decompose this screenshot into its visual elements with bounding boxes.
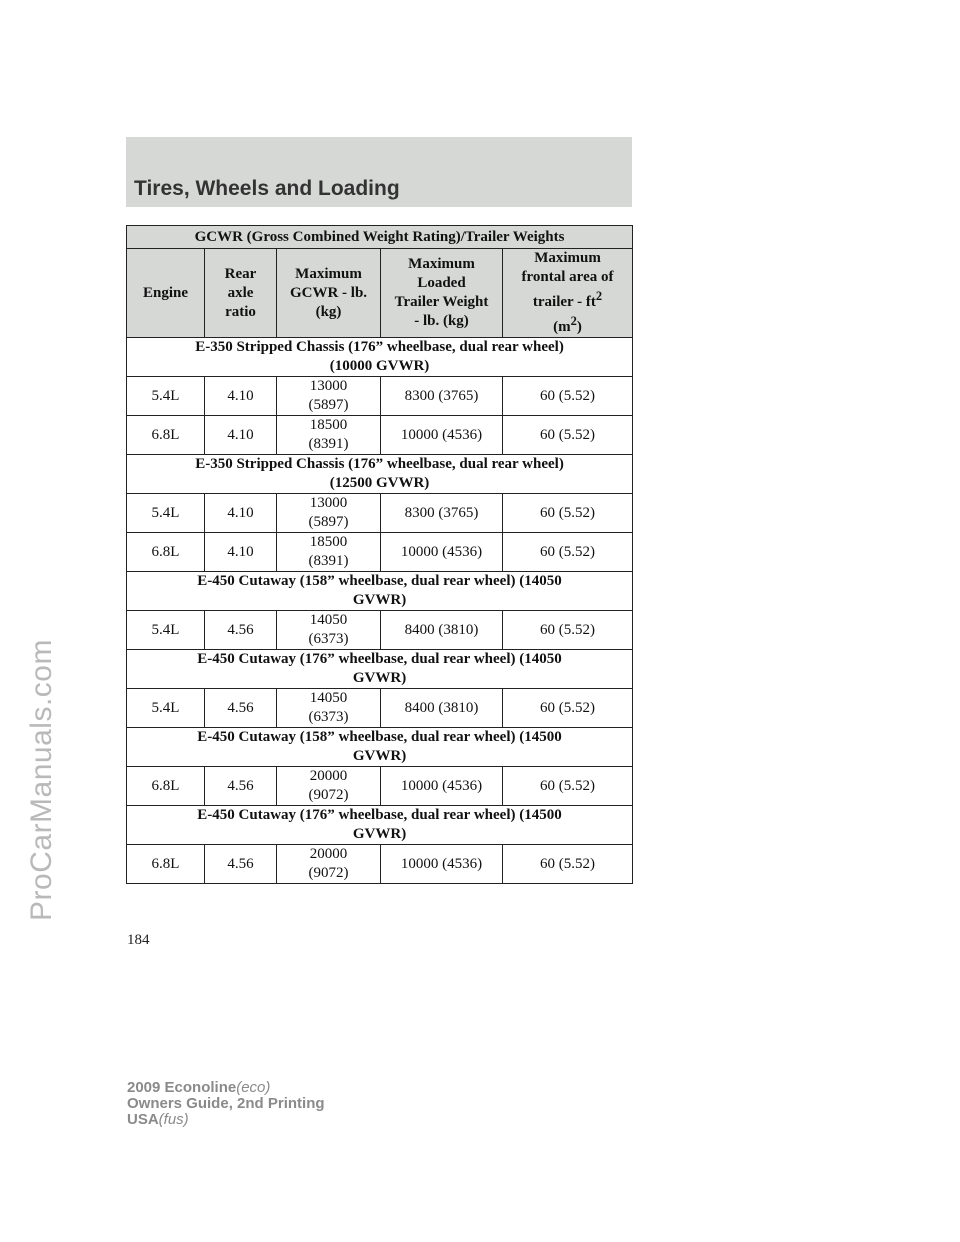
cell-gcwr-kg: (5897) <box>308 397 349 413</box>
section-header-row <box>127 650 633 689</box>
section-title-line: GVWR) <box>352 748 407 764</box>
section-title-line: GVWR) <box>352 670 407 686</box>
cell-gcwr-lb: 20000 <box>309 846 348 862</box>
cell-frontal-area: 60 (5.52) <box>503 611 633 650</box>
footer-model-code: (eco) <box>236 1079 271 1096</box>
footer-line-2 <box>127 1096 325 1112</box>
cell-engine: 5.4L <box>127 611 205 650</box>
column-header-gcwr-line: (kg) <box>315 303 342 320</box>
cell-frontal-area: 60 (5.52) <box>503 377 633 416</box>
column-header-trailer-line: - lb. (kg) <box>414 313 469 329</box>
superscript: 2 <box>595 289 603 303</box>
table-row <box>127 767 633 806</box>
section-header-row <box>127 338 633 377</box>
section-title <box>127 650 633 689</box>
section-title-line: E-450 Cutaway (176” wheelbase, dual rear wheel) (14500 <box>197 807 562 823</box>
cell-gcwr-kg: (9072) <box>308 865 349 881</box>
cell-frontal-area: 60 (5.52) <box>503 845 633 884</box>
cell-gcwr-lb: 13000 <box>309 378 348 394</box>
column-header-frontal-line: (m <box>553 319 571 335</box>
column-header-axle-line: Rear <box>224 265 257 282</box>
table-row <box>127 377 633 416</box>
column-header-axle <box>205 249 277 338</box>
cell-gcwr-lb: 18500 <box>309 417 348 433</box>
column-header-frontal-line: trailer - ft <box>532 294 596 310</box>
section-title-line: E-450 Cutaway (158” wheelbase, dual rear wheel) (14500 <box>197 729 562 745</box>
column-header-engine: Engine <box>127 249 205 338</box>
cell-gcwr <box>277 494 381 533</box>
cell-axle-ratio: 4.56 <box>205 611 277 650</box>
cell-frontal-area: 60 (5.52) <box>503 689 633 728</box>
table-title-row <box>127 226 633 249</box>
cell-gcwr <box>277 845 381 884</box>
section-title <box>127 806 633 845</box>
cell-gcwr-kg: (6373) <box>308 631 349 647</box>
cell-gcwr-lb: 18500 <box>309 534 348 550</box>
watermark-text: ProCarManuals.com <box>25 639 58 921</box>
section-title-line: E-350 Stripped Chassis (176” wheelbase, dual rear wheel) <box>195 456 564 472</box>
table-row <box>127 494 633 533</box>
cell-gcwr <box>277 767 381 806</box>
section-title <box>127 338 633 377</box>
cell-axle-ratio: 4.56 <box>205 767 277 806</box>
table-row <box>127 689 633 728</box>
cell-frontal-area: 60 (5.52) <box>503 416 633 455</box>
section-header-row <box>127 728 633 767</box>
column-header-row <box>127 249 633 338</box>
table-title: GCWR (Gross Combined Weight Rating)/Trailer Weights <box>127 226 633 249</box>
cell-gcwr-kg: (6373) <box>308 709 349 725</box>
table-row <box>127 533 633 572</box>
footer-guide: Owners Guide, 2nd Printing <box>127 1095 325 1112</box>
cell-engine: 6.8L <box>127 767 205 806</box>
cell-gcwr-lb: 14050 <box>309 612 348 628</box>
section-title-line: E-450 Cutaway (176” wheelbase, dual rear wheel) (14050 <box>197 651 562 667</box>
footer-market: USA <box>127 1111 159 1128</box>
cell-trailer-weight: 10000 (4536) <box>381 767 503 806</box>
cell-axle-ratio: 4.10 <box>205 533 277 572</box>
section-header <box>126 137 632 207</box>
footer-line-1 <box>127 1080 325 1096</box>
cell-gcwr <box>277 611 381 650</box>
section-title-line: GVWR) <box>352 826 407 842</box>
page-number: 184 <box>127 932 150 948</box>
cell-engine: 5.4L <box>127 494 205 533</box>
table-row <box>127 845 633 884</box>
cell-gcwr <box>277 416 381 455</box>
column-header-axle-line: axle <box>227 284 254 301</box>
cell-gcwr-lb: 14050 <box>309 690 348 706</box>
column-header-trailer-line: Trailer Weight <box>394 294 489 310</box>
cell-engine: 5.4L <box>127 377 205 416</box>
column-header-trailer-line: Loaded <box>417 275 466 291</box>
section-title <box>127 455 633 494</box>
section-header-row <box>127 572 633 611</box>
section-header-row <box>127 806 633 845</box>
section-title-line: (12500 GVWR) <box>329 475 430 491</box>
cell-trailer-weight: 8400 (3810) <box>381 689 503 728</box>
document-footer <box>127 1080 325 1128</box>
cell-axle-ratio: 4.56 <box>205 845 277 884</box>
cell-gcwr-lb: 13000 <box>309 495 348 511</box>
cell-gcwr-kg: (8391) <box>308 553 349 569</box>
superscript: 2 <box>570 314 577 328</box>
cell-trailer-weight: 8300 (3765) <box>381 377 503 416</box>
column-header-trailer-line: Maximum <box>408 256 475 272</box>
cell-gcwr-lb: 20000 <box>309 768 348 784</box>
section-title <box>127 728 633 767</box>
column-header-frontal-line: ) <box>576 319 582 335</box>
section-title-line: GVWR) <box>352 592 407 608</box>
section-title-line: E-450 Cutaway (158” wheelbase, dual rear wheel) (14050 <box>197 573 562 589</box>
gcwr-table <box>126 225 633 884</box>
section-title <box>127 572 633 611</box>
column-header-frontal-area <box>503 249 633 338</box>
column-header-gcwr-line: Maximum <box>295 265 362 282</box>
cell-gcwr-kg: (5897) <box>308 514 349 530</box>
column-header-trailer-weight <box>381 249 503 338</box>
footer-model: 2009 Econoline <box>127 1079 237 1096</box>
column-header-frontal-line: Maximum <box>534 250 601 266</box>
cell-trailer-weight: 8300 (3765) <box>381 494 503 533</box>
cell-gcwr-kg: (9072) <box>308 787 349 803</box>
cell-axle-ratio: 4.10 <box>205 494 277 533</box>
gcwr-table-body <box>127 226 633 884</box>
footer-market-code: (fus) <box>158 1111 189 1128</box>
cell-engine: 6.8L <box>127 533 205 572</box>
cell-frontal-area: 60 (5.52) <box>503 767 633 806</box>
cell-trailer-weight: 10000 (4536) <box>381 416 503 455</box>
cell-trailer-weight: 10000 (4536) <box>381 845 503 884</box>
cell-engine: 6.8L <box>127 416 205 455</box>
section-title-line: E-350 Stripped Chassis (176” wheelbase, dual rear wheel) <box>195 339 564 355</box>
cell-frontal-area: 60 (5.52) <box>503 533 633 572</box>
footer-line-3 <box>127 1112 325 1128</box>
cell-engine: 5.4L <box>127 689 205 728</box>
section-title-line: (10000 GVWR) <box>329 358 430 374</box>
cell-gcwr <box>277 689 381 728</box>
cell-axle-ratio: 4.10 <box>205 377 277 416</box>
cell-engine: 6.8L <box>127 845 205 884</box>
column-header-frontal-line: frontal area of <box>521 269 614 285</box>
cell-trailer-weight: 10000 (4536) <box>381 533 503 572</box>
table-row <box>127 416 633 455</box>
cell-gcwr <box>277 533 381 572</box>
watermark <box>12 420 72 1140</box>
column-header-gcwr-line: GCWR - lb. <box>289 284 368 301</box>
section-title: Tires, Wheels and Loading <box>134 177 400 200</box>
column-header-gcwr <box>277 249 381 338</box>
table-row <box>127 611 633 650</box>
cell-trailer-weight: 8400 (3810) <box>381 611 503 650</box>
column-header-axle-line: ratio <box>225 303 256 320</box>
section-header-row <box>127 455 633 494</box>
cell-gcwr-kg: (8391) <box>308 436 349 452</box>
cell-gcwr <box>277 377 381 416</box>
cell-frontal-area: 60 (5.52) <box>503 494 633 533</box>
cell-axle-ratio: 4.56 <box>205 689 277 728</box>
cell-axle-ratio: 4.10 <box>205 416 277 455</box>
